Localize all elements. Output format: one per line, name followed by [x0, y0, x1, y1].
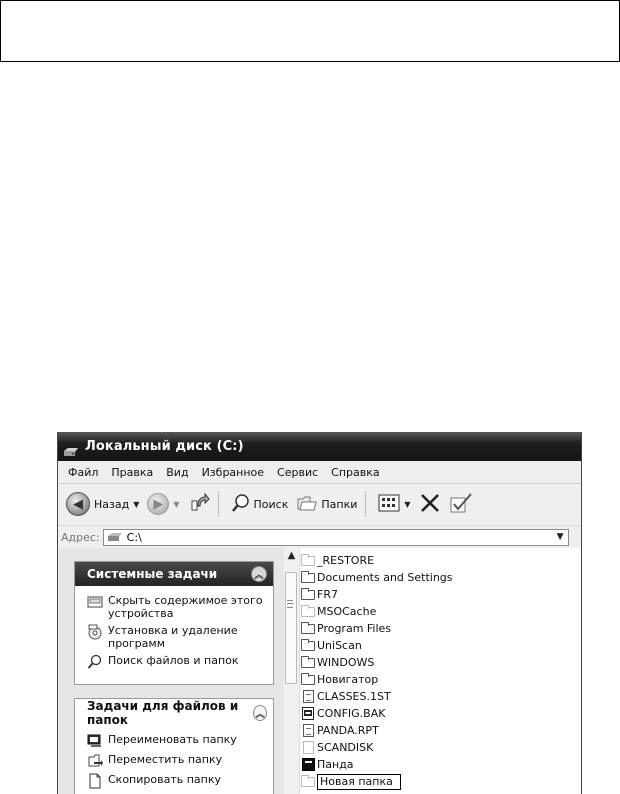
file-item[interactable] — [301, 722, 453, 739]
hard-drive-icon — [107, 532, 123, 542]
task-label: Скрыть содержимое этого устройства — [108, 594, 263, 620]
file-name: Documents and Settings — [317, 571, 453, 584]
back-label: Назад — [94, 497, 130, 511]
file-item[interactable] — [301, 705, 453, 722]
up-folder-button[interactable] — [188, 492, 210, 517]
search-icon — [87, 654, 103, 670]
add-remove-programs-icon — [87, 624, 103, 640]
toolbar — [58, 484, 581, 524]
undo-check-button[interactable] — [449, 492, 473, 517]
task-label: Переместить папку — [108, 753, 223, 766]
menu-edit[interactable]: Правка — [111, 465, 154, 479]
blank-file-icon — [301, 741, 315, 754]
file-item[interactable] — [301, 688, 453, 705]
address-label: Адрес: — [61, 530, 100, 544]
hidden-folder-icon — [301, 554, 315, 567]
menu-tools[interactable]: Сервис — [277, 465, 319, 479]
system-tasks-header[interactable] — [75, 562, 273, 586]
file-item[interactable] — [301, 586, 453, 603]
rename-icon — [87, 733, 103, 749]
task-rename-folder[interactable] — [75, 733, 273, 753]
file-list-pane — [284, 548, 581, 794]
task-label: Установка и удаление программ — [108, 624, 238, 650]
hard-drive-icon — [63, 442, 79, 452]
delete-button[interactable] — [419, 492, 441, 517]
forward-arrow-icon: ▶ — [147, 493, 169, 515]
file-name: CLASSES.1ST — [317, 690, 391, 703]
rename-input[interactable] — [317, 774, 401, 790]
new-folder-item[interactable] — [301, 773, 453, 790]
file-name: UniScan — [317, 639, 362, 652]
toolbar-separator — [365, 491, 366, 517]
move-icon — [87, 753, 103, 769]
file-item[interactable] — [301, 671, 453, 688]
file-tasks-title: Задачи для файлов и папок — [87, 699, 239, 727]
document-frame-box — [0, 0, 620, 62]
collapse-chevron-icon[interactable]: ︽ — [251, 566, 267, 582]
file-name: MSOCache — [317, 605, 377, 618]
file-name: FR7 — [317, 588, 338, 601]
folder-icon — [301, 775, 315, 788]
file-name: Панда — [317, 758, 354, 771]
task-pane — [58, 548, 284, 794]
file-name: Program Files — [317, 622, 392, 635]
file-tasks-panel — [74, 698, 274, 794]
forward-dropdown-icon[interactable]: ▼ — [173, 499, 180, 509]
views-icon — [378, 494, 400, 515]
chevron-down-icon[interactable]: ▼ — [556, 532, 564, 542]
menu-help[interactable]: Справка — [331, 465, 380, 479]
folders-button[interactable] — [296, 494, 357, 515]
file-item[interactable] — [301, 569, 453, 586]
system-tasks-panel — [74, 561, 274, 685]
search-button[interactable] — [231, 493, 289, 516]
document-file-icon — [301, 724, 315, 737]
folder-icon — [301, 673, 315, 686]
file-tasks-header[interactable] — [75, 699, 273, 727]
task-move-folder[interactable] — [75, 753, 273, 773]
task-copy-folder[interactable] — [75, 773, 273, 793]
address-input[interactable] — [103, 529, 569, 546]
file-item[interactable] — [301, 637, 453, 654]
task-hide-contents[interactable] — [75, 594, 273, 620]
file-name: WINDOWS — [317, 656, 375, 669]
views-button[interactable] — [378, 494, 410, 515]
document-file-icon — [301, 690, 315, 703]
scroll-up-arrow-icon[interactable]: ▲ — [287, 550, 296, 561]
config-file-icon — [301, 707, 315, 720]
address-value: C:\ — [126, 530, 142, 544]
file-list — [301, 552, 453, 790]
delete-x-icon — [419, 492, 441, 517]
collapse-chevron-icon[interactable]: ︽ — [253, 705, 267, 721]
file-name: _RESTORE — [317, 554, 375, 567]
task-label: Поиск файлов и папок — [108, 654, 239, 667]
file-item[interactable] — [301, 756, 453, 773]
task-search-files[interactable] — [75, 654, 273, 670]
search-icon — [231, 493, 251, 516]
batch-file-icon — [301, 758, 315, 771]
menu-view[interactable]: Вид — [166, 465, 189, 479]
task-add-remove-programs[interactable] — [75, 624, 273, 650]
folder-icon — [301, 639, 315, 652]
search-label: Поиск — [253, 497, 289, 511]
title-bar — [58, 432, 581, 461]
copy-icon — [87, 773, 103, 789]
checkmark-icon — [449, 492, 473, 517]
hide-contents-icon — [87, 594, 103, 610]
task-label: Скопировать папку — [108, 773, 221, 786]
file-item[interactable] — [301, 620, 453, 637]
up-folder-icon — [188, 492, 210, 517]
file-name: PANDA.RPT — [317, 724, 379, 737]
file-name: SCANDISK — [317, 741, 374, 754]
scrollbar-grip-icon — [287, 600, 293, 608]
file-name: CONFIG.BAK — [317, 707, 386, 720]
file-name: Новигатор — [317, 673, 379, 686]
menu-file[interactable]: Файл — [68, 465, 99, 479]
toolbar-separator — [218, 491, 219, 517]
menu-favorites[interactable]: Избранное — [201, 465, 265, 479]
folder-icon — [301, 571, 315, 584]
folder-icon — [301, 588, 315, 601]
explorer-window — [57, 432, 582, 794]
folders-label: Папки — [321, 497, 358, 511]
file-item[interactable] — [301, 552, 453, 569]
views-dropdown-icon[interactable]: ▼ — [404, 499, 411, 509]
back-button[interactable] — [66, 492, 139, 516]
folder-icon — [301, 656, 315, 669]
file-item[interactable] — [301, 654, 453, 671]
folders-icon — [296, 494, 318, 515]
back-arrow-icon: ◀ — [66, 492, 90, 516]
vertical-scrollbar[interactable] — [284, 548, 300, 794]
forward-button[interactable] — [147, 493, 179, 515]
address-bar — [58, 525, 581, 549]
folder-icon — [301, 622, 315, 635]
hidden-folder-icon — [301, 605, 315, 618]
file-item[interactable] — [301, 739, 453, 756]
window-title: Локальный диск (C:) — [85, 439, 244, 454]
back-dropdown-icon[interactable]: ▼ — [133, 499, 140, 509]
scrollbar-thumb[interactable] — [285, 572, 297, 684]
system-tasks-title: Системные задачи — [87, 567, 218, 581]
task-label: Переименовать папку — [108, 733, 237, 746]
file-item[interactable] — [301, 603, 453, 620]
menu-bar — [58, 461, 581, 484]
